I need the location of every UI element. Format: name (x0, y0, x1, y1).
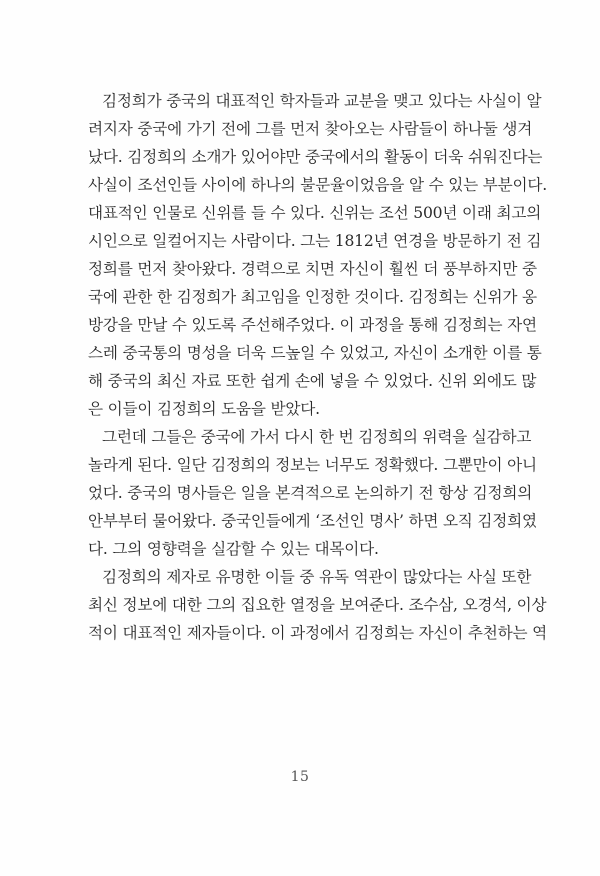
text-line: 은 이들이 김정희의 도움을 받았다. (88, 400, 320, 418)
text-line: 스레 중국통의 명성을 더욱 드높일 수 있었고, 자신이 소개한 이를 통 (88, 344, 542, 362)
text-line: 김정희가 중국의 대표적인 학자들과 교분을 맺고 있다는 사실이 알 (102, 92, 542, 110)
text-line: 사실이 조선인들 사이에 하나의 불문율이었음을 알 수 있는 부분이다. (88, 176, 547, 194)
paragraph-3 (88, 563, 547, 647)
text-line: 났다. 김정희의 소개가 있어야만 중국에서의 활동이 더욱 쉬워진다는 (88, 148, 543, 166)
text-line: 적이 대표적인 제자들이다. 이 과정에서 김정희는 자신이 추천하는 역 (88, 624, 547, 642)
text-line: 안부부터 물어왔다. 중국인들에게 ‘조선인 명사’ 하면 오직 김정희였 (88, 512, 537, 530)
text-line: 놀라게 된다. 일단 김정희의 정보는 너무도 정확했다. 그뿐만이 아니 (88, 456, 537, 474)
text-line: 정희를 먼저 찾아왔다. 경력으로 치면 자신이 훨씬 더 풍부하지만 중 (88, 260, 537, 278)
body-text (88, 87, 547, 647)
text-line: 김정희의 제자로 유명한 이들 중 유독 역관이 많았다는 사실 또한 (102, 568, 532, 586)
paragraph-1 (88, 87, 547, 423)
text-line: 방강을 만날 수 있도록 주선해주었다. 이 과정을 통해 김정희는 자연 (88, 316, 537, 334)
text-line: 려지자 중국에 가기 전에 그를 먼저 찾아오는 사람들이 하나둘 생겨 (88, 120, 533, 138)
text-line: 대표적인 인물로 신위를 들 수 있다. 신위는 조선 500년 이래 최고의 (88, 204, 542, 222)
text-line: 다. 그의 영향력을 실감할 수 있는 대목이다. (88, 540, 379, 558)
text-line: 었다. 중국의 명사들은 일을 본격적으로 논의하기 전 항상 김정희의 (88, 484, 533, 502)
text-line: 그런데 그들은 중국에 가서 다시 한 번 김정희의 위력을 실감하고 (102, 428, 532, 446)
text-line: 시인으로 일컬어지는 사람이다. 그는 1812년 연경을 방문하기 전 김 (88, 232, 542, 250)
paragraph-2 (88, 423, 537, 563)
text-line: 국에 관한 한 김정희가 최고임을 인정한 것이다. 김정희는 신위가 옹 (88, 288, 537, 306)
page-number: 15 (290, 769, 310, 785)
text-line: 최신 정보에 대한 그의 집요한 열정을 보여준다. 조수삼, 오경석, 이상 (88, 596, 547, 614)
text-line: 해 중국의 최신 자료 또한 쉽게 손에 넣을 수 있었다. 신위 외에도 많 (88, 372, 537, 390)
